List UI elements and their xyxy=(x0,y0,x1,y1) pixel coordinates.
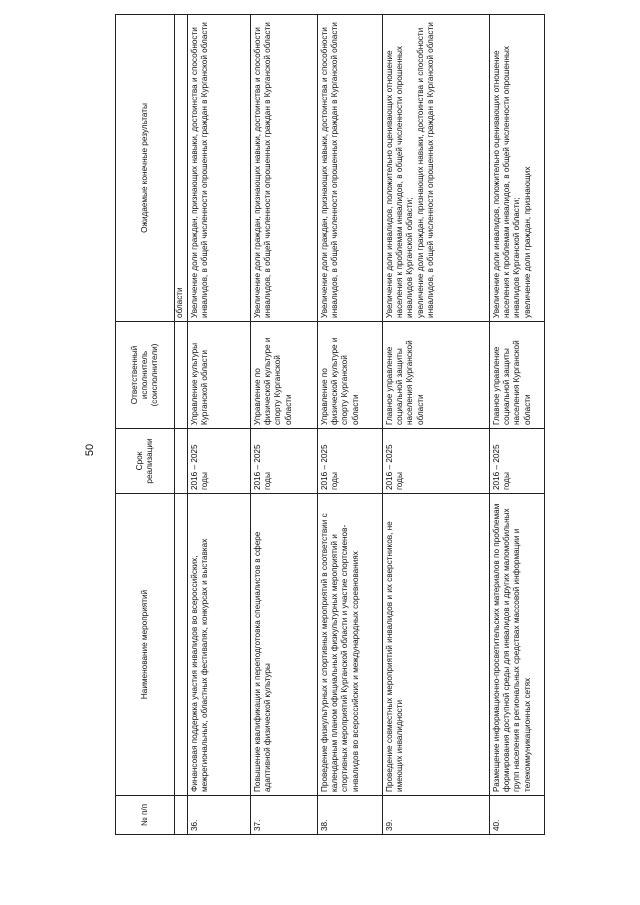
result-line: Увеличение доли инвалидов, положительно оценивающих отношение населения к проблемам инвалидов, в общей численности опрошенных инвалидов Курганской области; xyxy=(385,46,415,318)
row-term: 2016 – 2025 годы xyxy=(318,429,383,494)
table-row xyxy=(251,15,318,835)
row-results xyxy=(251,15,318,322)
row-name: Проведение физкультурных и спортивных мероприятий в соответствии с календарным планом официальных физкультурных мероприятий и спортивных мероприятий Курганской области и участие спортсменов-инвалидов во всероссийских и международных соревнованиях xyxy=(318,494,383,796)
result-line: увеличение доли граждан, признающих навыки, достоинства и способности инвалидов, в общей численности опрошенных граждан в Курганской области xyxy=(415,22,435,318)
continuation-text: области xyxy=(175,15,188,322)
rotated-table-frame xyxy=(115,22,615,835)
row-term: 2016 – 2025 годы xyxy=(383,429,490,494)
row-name: Финансовая поддержка участия инвалидов во всероссийских, межрегиональных, областных фестивалях, конкурсах и выставках xyxy=(188,494,251,796)
row-name: Повышение квалификации и переподготовка специалистов в сфере адаптивной физической культуры xyxy=(251,494,318,796)
row-responsible: Управление культуры Курганской области xyxy=(188,322,251,429)
row-term: 2016 – 2025 годы xyxy=(251,429,318,494)
row-responsible: Управление по физической культуре и спорту Курганской области xyxy=(251,322,318,429)
row-responsible: Главное управление социальной защиты населения Курганской области xyxy=(383,322,490,429)
header-num: № п/п xyxy=(116,796,175,835)
result-line: Увеличение доли граждан, признающих навыки, достоинства и способности инвалидов, в общей численности опрошенных граждан в Курганской области xyxy=(190,22,210,318)
row-num: 38. xyxy=(318,796,383,835)
row-name: Размещение информационно-просветительских материалов по проблемам формирования доступной среды для инвалидов и других маломобильных групп населения в региональных средствах массовой информации и телекоммуникационных сетях xyxy=(490,494,545,796)
header-term: Срок реализации xyxy=(116,429,175,494)
header-name: Наименование мероприятий xyxy=(116,494,175,796)
result-line: Увеличение доли граждан, признающих навыки, достоинства и способности инвалидов, в общей численности опрошенных граждан в Курганской области xyxy=(253,22,273,318)
row-num: 36. xyxy=(188,796,251,835)
row-results xyxy=(188,15,251,322)
result-line: Увеличение доли граждан, признающих навыки, достоинства и способности инвалидов, в общей численности опрошенных граждан в Курганской области xyxy=(320,22,340,318)
row-num: 40. xyxy=(490,796,545,835)
row-num: 39. xyxy=(383,796,490,835)
header-results: Ожидаемые конечные результаты xyxy=(116,15,175,322)
row-results xyxy=(383,15,490,322)
result-line: увеличение доли граждан, признающих xyxy=(522,166,532,318)
row-results xyxy=(490,15,545,322)
row-name: Проведение совместных мероприятий инвалидов и их сверстников, не имеющих инвалидности xyxy=(383,494,490,796)
row-num: 37. xyxy=(251,796,318,835)
header-responsible: Ответственный исполнитель (соисполнители) xyxy=(116,322,175,429)
events-table xyxy=(115,14,545,835)
table-row xyxy=(490,15,545,835)
row-responsible: Управление по физической культуре и спорту Курганской области xyxy=(318,322,383,429)
row-term: 2016 – 2025 годы xyxy=(188,429,251,494)
result-line: Увеличение доли инвалидов, положительно оценивающих отношение населения к проблемам инвалидов, в общей численности опрошенных инвалидов Курганской области; xyxy=(492,46,522,318)
table-row xyxy=(318,15,383,835)
page-number: 50 xyxy=(84,443,96,457)
row-term: 2016 – 2025 годы xyxy=(490,429,545,494)
table-row xyxy=(188,15,251,835)
continuation-row xyxy=(175,15,188,835)
row-results xyxy=(318,15,383,322)
table-header-row xyxy=(116,15,175,835)
table-row xyxy=(383,15,490,835)
row-responsible: Главное управление социальной защиты населения Курганской области xyxy=(490,322,545,429)
